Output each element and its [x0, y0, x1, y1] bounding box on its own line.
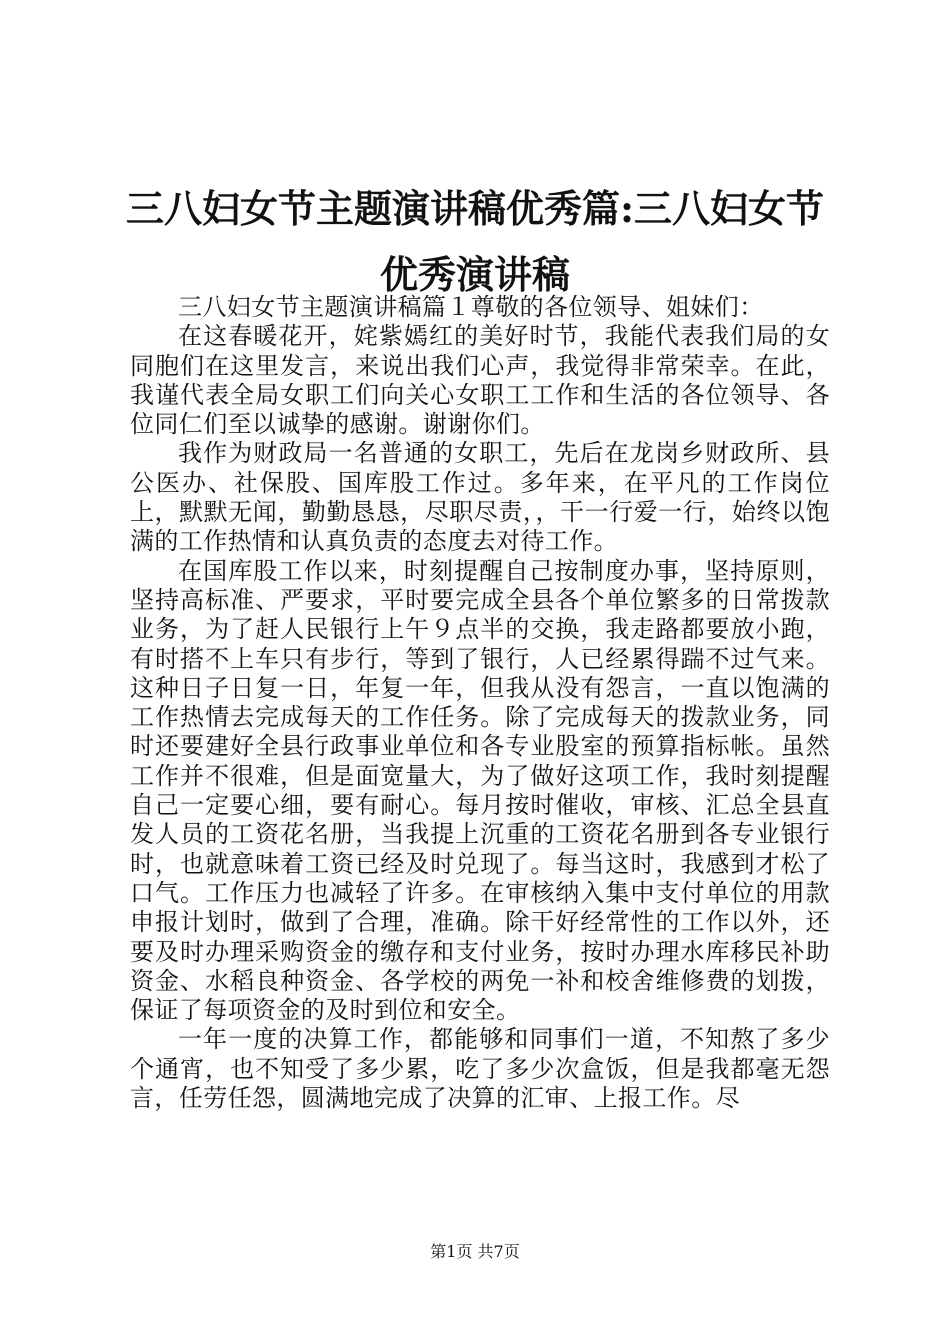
page-number-footer: 第1页 共7页 — [430, 1242, 520, 1261]
paragraph-4: 在国库股工作以来，时刻提醒自己按制度办事，坚持原则，坚持高标准、严要求，平时要完成全县各个单位繁多的日常拨款业务，为了赶人民银行上午９点半的交换，我走路都要放小跑，有时搭不上车只有步行，等到了银行，人已经累得踹不过气来。这种日子日复一日，年复一年，但我从没有怨言，一直以饱满的工作热情去完成每天的工作任务。除了完成每天的拨款业务，同时还要建好全县行政事业单位和各专业股室的预算指标帐。虽然工作并不很难，但是面宽量大，为了做好这项工作，我时刻提醒自己一定要心细，要有耐心。每月按时催收，审核、汇总全县直发人员的工资花名册，当我提上沉重的工资花名册到各专业银行时，也就意味着工资已经及时兑现了。每当这时，我感到才松了口气。工作压力也减轻了许多。在审核纳入集中支付单位的用款申报计划时，做到了合理，准确。除干好经常性的工作以外，还要及时办理采购资金的缴存和支付业务，按时办理水库移民补助资金、水稻良种资金、各学校的两免一补和校舍维修费的划拨，保证了每项资金的及时到位和安全。 — [130, 556, 830, 1025]
paragraph-2: 在这春暖花开，姹紫嫣红的美好时节，我能代表我们局的女同胞们在这里发言，来说出我们心声，我觉得非常荣幸。在此，我谨代表全局女职工们向关心女职工工作和生活的各位领导、各位同仁们至以诚挚的感谢。谢谢你们。 — [130, 322, 830, 439]
paragraph-1: 三八妇女节主题演讲稿篇１尊敬的各位领导、姐妹们： — [178, 293, 764, 321]
paragraph-5: 一年一度的决算工作，都能够和同事们一道，不知熬了多少个通宵，也不知受了多少累，吃了多少次盒饭，但是我都毫无怨言，任劳任怨，圆满地完成了决算的汇审、上报工作。尽 — [130, 1025, 830, 1113]
paragraph-3: 我作为财政局一名普通的女职工，先后在龙岗乡财政所、县公医办、社保股、国库股工作过。多年来，在平凡的工作岗位上，默默无闻，勤勤恳恳，尽职尽责，，干一行爱一行，始终以饱满的工作热情和认真负责的态度去对待工作。 — [130, 439, 830, 556]
document-body — [130, 293, 830, 1113]
document-title: 三八妇女节主题演讲稿优秀篇:三八妇女节优秀演讲稿 — [125, 186, 825, 297]
